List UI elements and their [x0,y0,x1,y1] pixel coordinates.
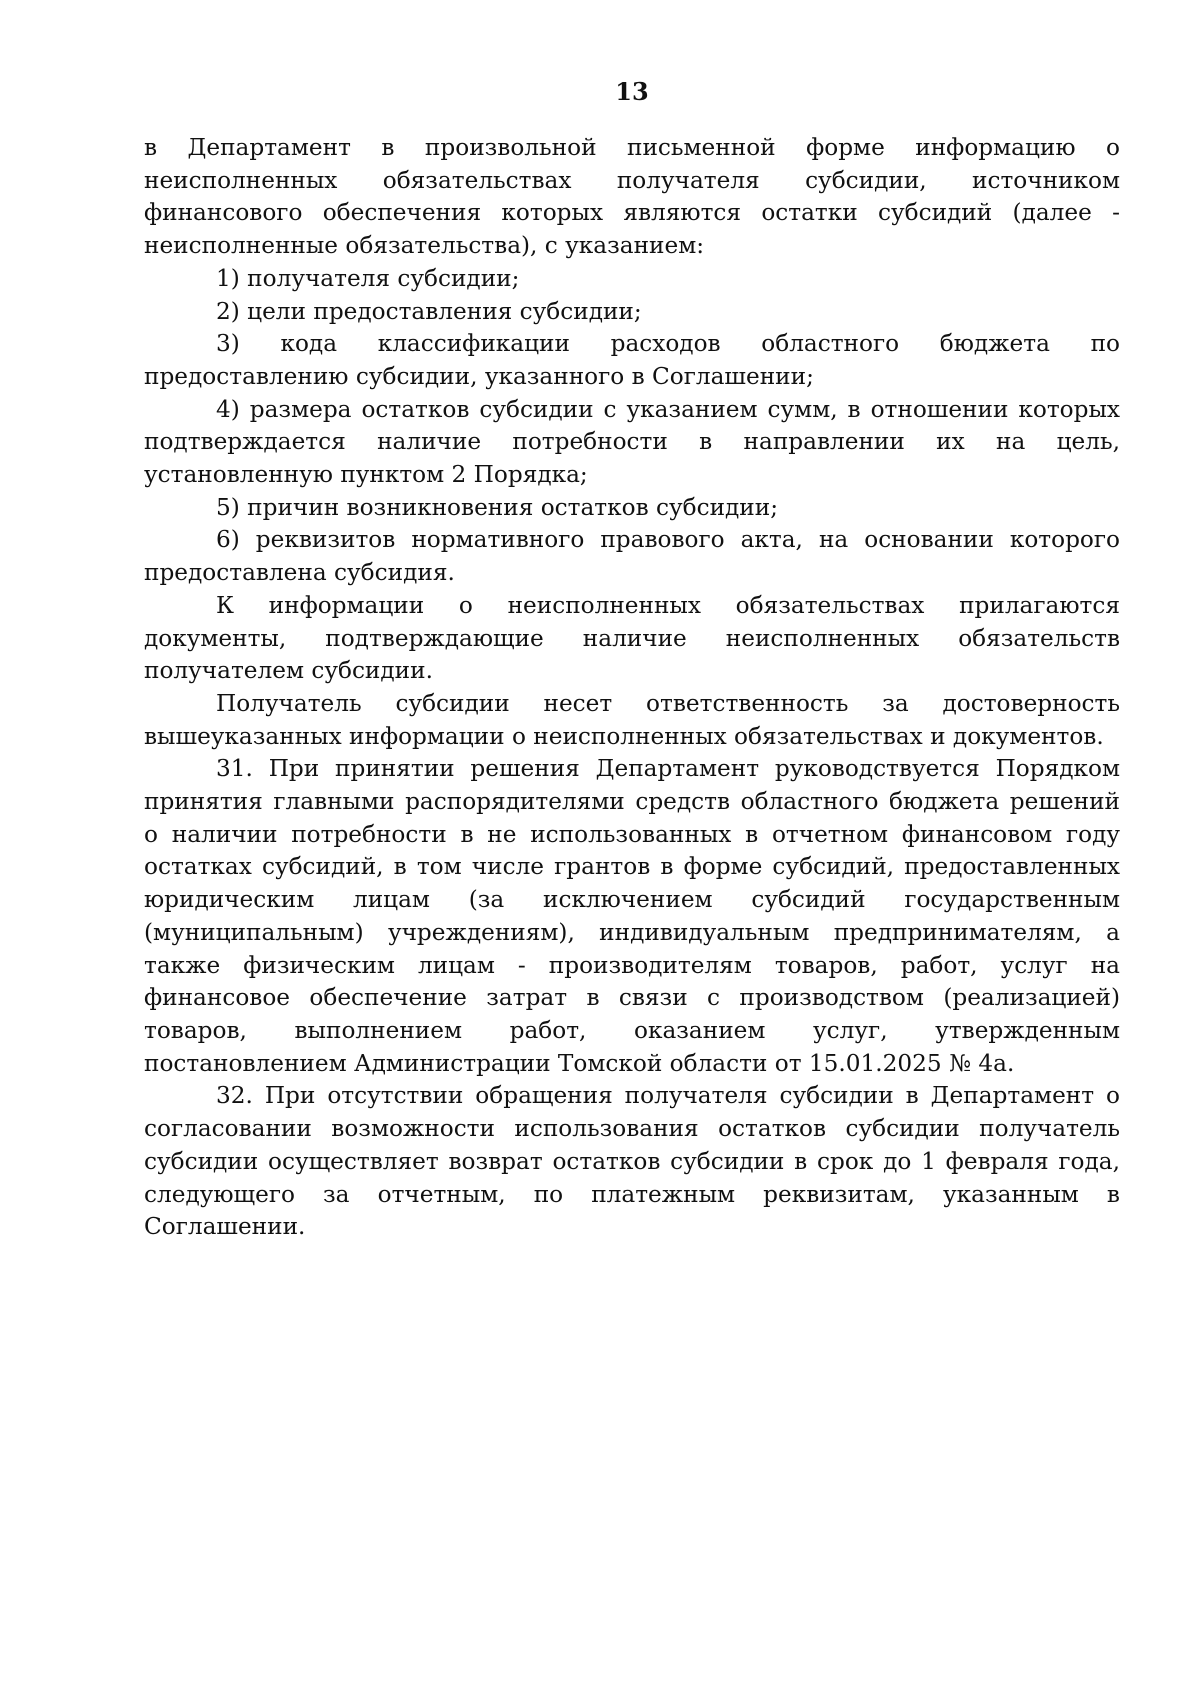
document-body [144,132,1120,1244]
list-item-4: 4) размера остатков субсидии с указанием сумм, в отношении которых подтверждается наличие потребности в направлении их на цель, установленную пунктом 2 Порядка; [144,395,1120,489]
paragraph-continuation: в Департамент в произвольной письменной форме информацию о неисполненных обязательствах получателя субсидии, источником финансового обеспечения которых являются остатки субсидий (далее - неисполненные обязательства), с указанием: [144,134,1120,260]
list-item-5: 5) причин возникновения остатков субсидии; [216,493,779,521]
paragraph-attachments: К информации о неисполненных обязательствах прилагаются документы, подтверждающие наличие неисполненных обязательств получателем субсидии. [144,591,1120,685]
clause-32: 32. При отсутствии обращения получателя субсидии в Департамент о согласовании возможности использования остатков субсидии получатель субсидии осуществляет возврат остатков субсидии в срок до 1 февраля года, следующего за отчетным, по платежным реквизитам, указанным в Соглашении. [144,1082,1120,1241]
list-item-6: 6) реквизитов нормативного правового акта, на основании которого предоставлена субсидия. [144,526,1120,587]
paragraph-responsibility: Получатель субсидии несет ответственность за достоверность вышеуказанных информации о неисполненных обязательствах и документов. [144,689,1120,750]
page-number: 13 [615,77,649,106]
clause-31: 31. При принятии решения Департамент руководствуется Порядком принятия главными распорядителями средств областного бюджета решений о наличии потребности в не использованных в отчетном финансовом году остатках субсидий, в том числе грантов в форме субсидий, предоставленных юридическим лицам (за исключением субсидий государственным (муниципальным) учреждениям), индивидуальным предпринимателям, а также физическим лицам - производителям товаров, работ, услуг на финансовое обеспечение затрат в связи с производством (реализацией) товаров, выполнением работ, оказанием услуг, утвержденным постановлением Администрации Томской области от 15.01.2025 № 4а. [144,755,1120,1077]
list-item-2: 2) цели предоставления субсидии; [216,297,642,325]
list-item-3: 3) кода классификации расходов областного бюджета по предоставлению субсидии, указанного в Соглашении; [144,330,1120,390]
list-item-1: 1) получателя субсидии; [216,264,520,292]
